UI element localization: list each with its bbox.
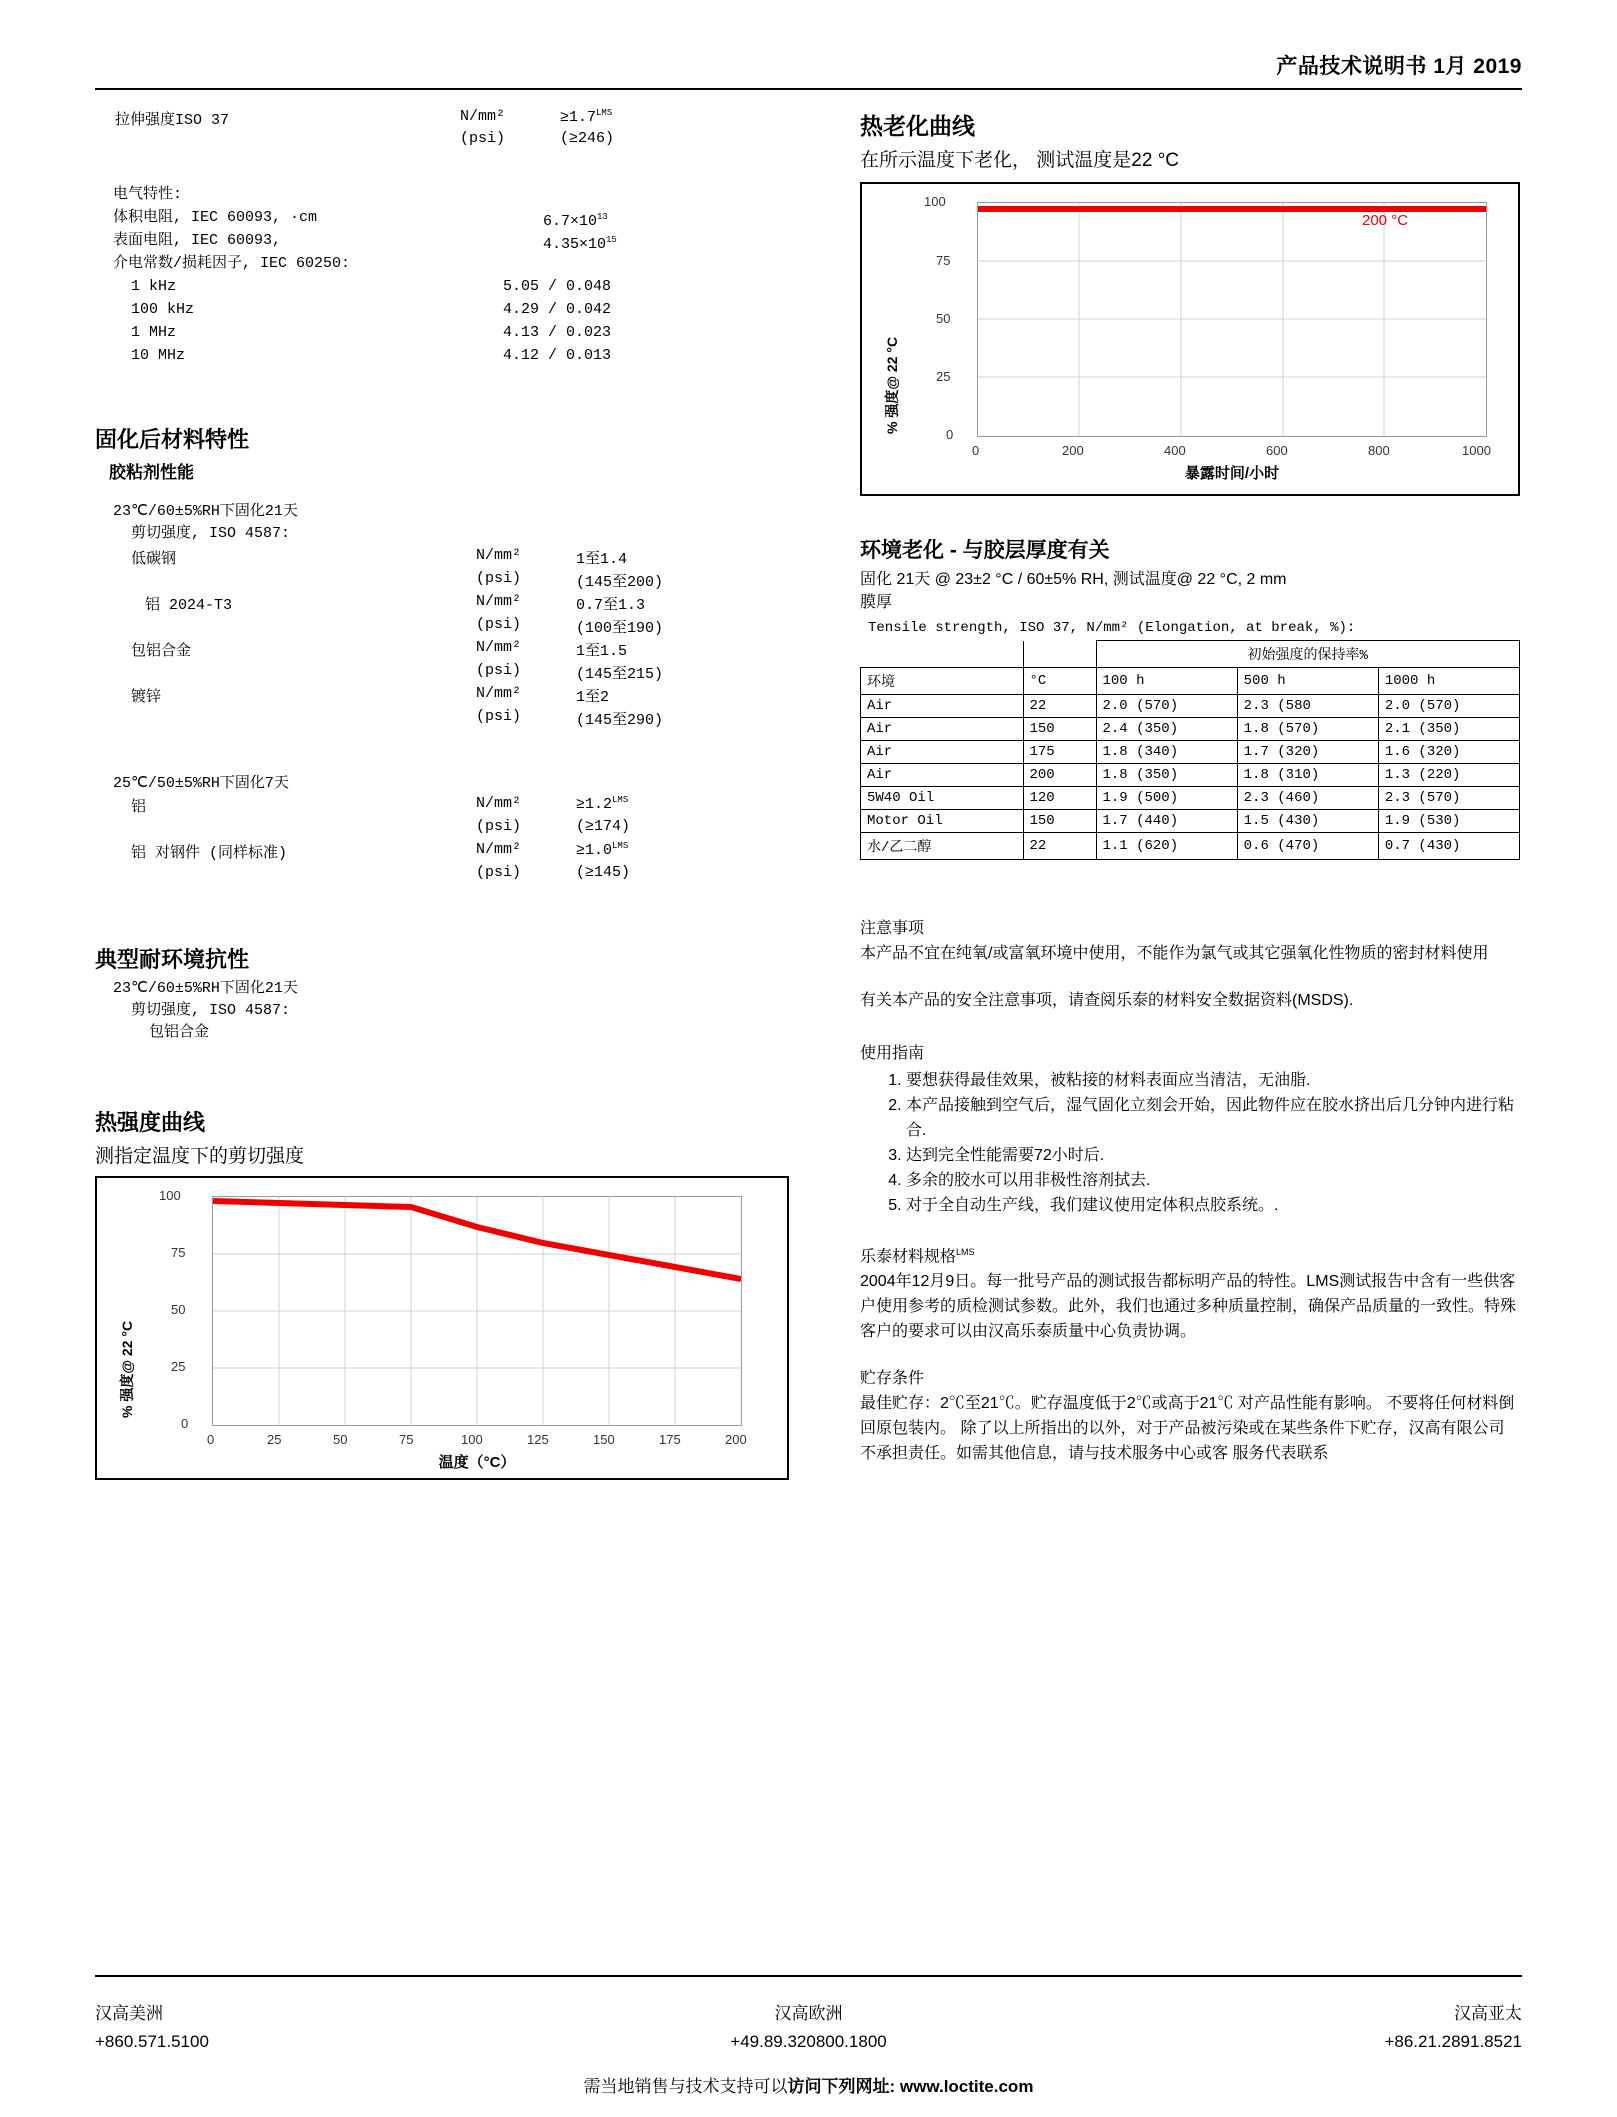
cure-condition-1: 23℃/60±5%RH下固化21天 [113, 503, 298, 520]
x-tick: 200 [725, 1432, 747, 1447]
header-100h: 100 h [1096, 668, 1237, 695]
cured-section-subtitle: 胶粘剂性能 [109, 463, 194, 482]
row-label: 包铝合金 [131, 643, 192, 660]
header-divider [95, 88, 1522, 90]
y-tick: 50 [936, 311, 951, 326]
footer-website-prefix: 需当地销售与技术支持可以 [583, 2077, 788, 2096]
cell-environment: Air [861, 764, 1024, 787]
cell-temperature: 150 [1023, 810, 1096, 833]
row-value: (145至200) [576, 574, 664, 591]
row-value: $\ge 1.0^{LMS}$ [576, 841, 629, 859]
tensile-value-1: $\ge 1.7^{LMS}$ [560, 108, 613, 126]
x-tick: 25 [267, 1432, 282, 1447]
notes-title: 注意事项 [860, 920, 925, 937]
y-tick: 50 [171, 1302, 186, 1317]
footer-asia [1384, 2000, 1522, 2056]
cell-100h: 1.1 (620) [1096, 833, 1237, 860]
header-environment: 环境 [861, 668, 1024, 695]
table-row [861, 764, 1520, 787]
row-label: 镀锌 [131, 689, 162, 706]
table-row [861, 833, 1520, 860]
volume-resistivity-label: 体积电阻, IEC 60093, ·cm [113, 209, 318, 226]
y-tick: 75 [171, 1245, 186, 1260]
usage-item: 5. 对于全自动生产线，我们建议使用定体积点胶系统。. [906, 1193, 1520, 1218]
heat-aging-section [860, 108, 1520, 496]
dielectric-title: 介电常数/损耗因子, IEC 60250: [113, 255, 351, 272]
dielectric-1khz-value: 5.05 / 0.048 [503, 278, 612, 295]
footer-divider [95, 1975, 1522, 1977]
hot-strength-plot-area [212, 1196, 742, 1426]
heat-aging-plot-area [977, 202, 1487, 437]
footer-asia-phone: +86.21.2891.8521 [1384, 2032, 1522, 2051]
heat-aging-subtitle: 在所示温度下老化， 测试温度是22 °C [860, 150, 1180, 171]
y-tick: 75 [936, 253, 951, 268]
cell-500h: 1.8 (310) [1237, 764, 1378, 787]
resistance-line-2: 剪切强度, ISO 4587: [131, 1002, 291, 1019]
usage-item: 3. 达到完全性能需要72小时后. [906, 1143, 1520, 1168]
row-unit: N/mm² [476, 841, 522, 858]
cell-temperature: 200 [1023, 764, 1096, 787]
row-label: 铝 2024-T3 [145, 597, 233, 614]
cell-100h: 1.7 (440) [1096, 810, 1237, 833]
heat-aging-x-axis-label: 暴露时间/小时 [1184, 465, 1280, 482]
footer-website-line [95, 2072, 1522, 2097]
hot-strength-title: 热强度曲线 [95, 1110, 206, 1135]
y-tick: 100 [159, 1188, 181, 1203]
usage-item: 2. 本产品接触到空气后，湿气固化立刻会开始，因此物件应在胶水挤出后几分钟内进行粘合. [906, 1093, 1520, 1143]
dielectric-10mhz-value: 4.12 / 0.013 [503, 347, 612, 364]
resistance-line-1: 23℃/60±5%RH下固化21天 [113, 980, 298, 997]
notes-section [860, 916, 1520, 1013]
cell-1000h: 1.3 (220) [1378, 764, 1519, 787]
x-tick: 150 [593, 1432, 615, 1447]
electrical-properties-block [95, 184, 785, 367]
row-value: $\ge 1.2^{LMS}$ [576, 795, 629, 813]
spacer-cell [1023, 641, 1096, 668]
cell-500h: 1.8 (570) [1237, 718, 1378, 741]
x-tick: 1000 [1462, 443, 1491, 458]
heat-aging-chart [860, 182, 1520, 496]
cell-100h: 2.0 (570) [1096, 695, 1237, 718]
header-1000h: 1000 h [1378, 668, 1519, 695]
cell-500h: 2.3 (580 [1237, 695, 1378, 718]
row-value: (100至190) [576, 620, 664, 637]
header-500h: 500 h [1237, 668, 1378, 695]
row-value: (145至290) [576, 712, 664, 729]
lms-section [860, 1240, 1520, 1344]
x-tick: 0 [207, 1432, 215, 1447]
hot-strength-chart [95, 1176, 789, 1480]
footer-america [95, 2000, 209, 2056]
cell-environment: 水/乙二醇 [861, 833, 1024, 860]
dielectric-1khz-label: 1 kHz [131, 278, 177, 295]
storage-body: 最佳贮存：2℃至21℃。贮存温度低于2℃或高于21℃ 对产品性能有影响。 不要将任何材料倒回原包装内。 除了以上所指出的以外，对于产品被污染或在某些条件下贮存，汉高有限公司不承担责任。如需其他信息，请与技术服务中心或客 服务代表联系 [860, 1395, 1515, 1463]
cell-temperature: 120 [1023, 787, 1096, 810]
cell-1000h: 0.7 (430) [1378, 833, 1519, 860]
tensile-label: 拉伸强度ISO 37 [115, 112, 230, 129]
x-tick: 175 [659, 1432, 681, 1447]
heat-aging-y-axis-label: % 强度@ 22 °C [884, 336, 900, 434]
y-tick: 25 [171, 1359, 186, 1374]
x-tick: 600 [1266, 443, 1288, 458]
y-tick: 0 [946, 427, 954, 442]
cell-temperature: 175 [1023, 741, 1096, 764]
env-aging-table-caption: Tensile strength, ISO 37, N/mm² (Elongation, at break, %): [868, 620, 1356, 636]
dielectric-100khz-label: 100 kHz [131, 301, 195, 318]
footer-asia-name: 汉高亚太 [1454, 2004, 1522, 2023]
hot-strength-chart-section [95, 1106, 785, 1480]
row-unit: (psi) [476, 616, 522, 633]
row-unit: N/mm² [476, 639, 522, 656]
y-tick: 25 [936, 369, 951, 384]
cell-1000h: 1.9 (530) [1378, 810, 1519, 833]
cell-1000h: 2.1 (350) [1378, 718, 1519, 741]
env-aging-line-2: 膜厚 [860, 594, 893, 611]
resistance-line-3: 包铝合金 [149, 1024, 210, 1041]
table-header-row [861, 668, 1520, 695]
table-row [861, 718, 1520, 741]
table-row [861, 741, 1520, 764]
storage-section [860, 1366, 1520, 1466]
footer-website-link[interactable]: 访问下列网址: www.loctite.com [787, 2077, 1034, 2096]
row-value: (≥174) [576, 818, 631, 835]
cell-100h: 1.8 (350) [1096, 764, 1237, 787]
cured-properties-section [95, 423, 785, 887]
row-label: 铝 [131, 799, 147, 816]
usage-item: 4. 多余的胶水可以用非极性溶剂拭去. [906, 1168, 1520, 1193]
header-temperature: °C [1023, 668, 1096, 695]
left-column [95, 108, 785, 1480]
cell-environment: Air [861, 718, 1024, 741]
cell-1000h: 1.6 (320) [1378, 741, 1519, 764]
cell-environment: 5W40 Oil [861, 787, 1024, 810]
lms-title: 乐泰材料规格$^{LMS}$ [860, 1247, 975, 1266]
notes-paragraph-1: 本产品不宜在纯氧/或富氧环境中使用，不能作为氯气或其它强氧化性物质的密封材料使用 [860, 945, 1489, 962]
storage-title: 贮存条件 [860, 1370, 925, 1388]
row-unit: (psi) [476, 708, 522, 725]
cell-500h: 1.7 (320) [1237, 741, 1378, 764]
row-unit: N/mm² [476, 685, 522, 702]
footer-europe-phone: +49.89.320800.1800 [730, 2032, 887, 2051]
spacer-cell [861, 641, 1024, 668]
table-header-row [861, 641, 1520, 668]
hot-strength-y-axis-label: % 强度@ 22 °C [119, 1320, 135, 1418]
footer-europe-name: 汉高欧洲 [774, 2004, 843, 2023]
footer-europe [730, 2000, 886, 2056]
cell-500h: 0.6 (470) [1237, 833, 1378, 860]
row-value: (≥145) [576, 864, 631, 881]
cell-environment: Motor Oil [861, 810, 1024, 833]
table-row [861, 787, 1520, 810]
dielectric-1mhz-label: 1 MHz [131, 324, 177, 341]
cell-100h: 1.9 (500) [1096, 787, 1237, 810]
electrical-title: 电气特性: [113, 186, 183, 203]
y-tick: 100 [924, 194, 946, 209]
volume-resistivity-value: $6.7\times 10^{13}$ [543, 212, 608, 230]
row-value: 1至2 [576, 689, 610, 706]
notes-paragraph-2: 有关本产品的安全注意事项，请查阅乐泰的材料安全数据资料(MSDS). [860, 992, 1354, 1009]
y-tick: 0 [181, 1416, 189, 1431]
heat-aging-series [978, 203, 1486, 436]
usage-title: 使用指南 [860, 1045, 925, 1062]
row-unit: (psi) [476, 662, 522, 679]
cell-500h: 1.5 (430) [1237, 810, 1378, 833]
env-aging-title: 环境老化 - 与胶层厚度有关 [860, 539, 1110, 562]
surface-resistivity-value: $4.35\times 10^{15}$ [543, 235, 617, 253]
cure-condition-1-test: 剪切强度, ISO 4587: [131, 525, 291, 542]
row-value: 1至1.4 [576, 551, 628, 568]
dielectric-100khz-value: 4.29 / 0.042 [503, 301, 612, 318]
surface-resistivity-label: 表面电阻, IEC 60093, [113, 232, 282, 249]
resistance-title: 典型耐环境抗性 [95, 947, 250, 972]
retention-span-header: 初始强度的保持率% [1096, 641, 1520, 668]
row-unit: N/mm² [476, 795, 522, 812]
row-value: (145至215) [576, 666, 664, 683]
row-unit: (psi) [476, 864, 522, 881]
row-unit: N/mm² [476, 547, 522, 564]
row-value: 0.7至1.3 [576, 597, 646, 614]
cell-temperature: 150 [1023, 718, 1096, 741]
cell-100h: 1.8 (340) [1096, 741, 1237, 764]
x-tick: 0 [972, 443, 980, 458]
dielectric-1mhz-value: 4.13 / 0.023 [503, 324, 612, 341]
usage-section [860, 1041, 1520, 1218]
hot-strength-series [213, 1197, 741, 1425]
page-title: 产品技术说明书 1月 2019 [1276, 55, 1522, 78]
row-label: 低碳钢 [131, 551, 177, 568]
row-unit: N/mm² [476, 593, 522, 610]
row-value: 1至1.5 [576, 643, 628, 660]
shear-strength-table-2 [131, 795, 785, 887]
right-column [860, 108, 1520, 1466]
usage-item: 1. 要想获得最佳效果，被粘接的材料表面应当清洁，无油脂. [906, 1068, 1520, 1093]
x-tick: 800 [1368, 443, 1390, 458]
cured-section-title: 固化后材料特性 [95, 427, 250, 452]
env-aging-line-1: 固化 21天 @ 23±2 °C / 60±5% RH, 测试温度@ 22 °C, 2 mm [860, 571, 1287, 588]
lms-body: 2004年12月9日。每一批号产品的测试报告都标明产品的特性。LMS测试报告中含有一些供客户使用参考的质检测试参数。此外，我们也通过多种质量控制，确保产品质量的一致性。特殊客户的要求可以由汉高乐泰质量中心负责协调。 [860, 1273, 1517, 1341]
cell-environment: Air [861, 695, 1024, 718]
heat-aging-title: 热老化曲线 [860, 113, 975, 139]
hot-strength-subtitle: 测指定温度下的剪切强度 [95, 1146, 305, 1167]
heat-aging-annotation: 200 °C [1362, 212, 1409, 229]
cell-500h: 2.3 (460) [1237, 787, 1378, 810]
tensile-value-2: (≥246) [560, 130, 615, 147]
cell-temperature: 22 [1023, 833, 1096, 860]
x-tick: 50 [333, 1432, 348, 1447]
cell-100h: 2.4 (350) [1096, 718, 1237, 741]
hot-strength-x-axis-label: 温度（°C） [438, 1454, 516, 1471]
x-tick: 200 [1062, 443, 1084, 458]
tensile-unit-1: N/mm² [460, 108, 506, 125]
cell-1000h: 2.0 (570) [1378, 695, 1519, 718]
table-row [861, 810, 1520, 833]
shear-strength-table-1 [131, 547, 785, 731]
cure-condition-2: 25℃/50±5%RH下固化7天 [113, 775, 289, 792]
x-tick: 125 [527, 1432, 549, 1447]
x-tick: 100 [461, 1432, 483, 1447]
footer-america-name: 汉高美洲 [95, 2004, 163, 2023]
row-unit: (psi) [476, 570, 522, 587]
row-label: 铝 对钢件 (同样标准) [131, 845, 288, 862]
cell-1000h: 2.3 (570) [1378, 787, 1519, 810]
env-aging-section [860, 534, 1520, 860]
tensile-unit-2: (psi) [460, 130, 506, 147]
env-aging-table [860, 640, 1520, 860]
tensile-strength-block [115, 108, 785, 156]
x-tick: 400 [1164, 443, 1186, 458]
environmental-resistance-section [95, 943, 785, 1044]
cell-environment: Air [861, 741, 1024, 764]
dielectric-10mhz-label: 10 MHz [131, 347, 186, 364]
table-row [861, 695, 1520, 718]
row-unit: (psi) [476, 818, 522, 835]
x-tick: 75 [399, 1432, 414, 1447]
usage-list [860, 1068, 1520, 1218]
footer-america-phone: +860.571.5100 [95, 2032, 209, 2051]
cell-temperature: 22 [1023, 695, 1096, 718]
